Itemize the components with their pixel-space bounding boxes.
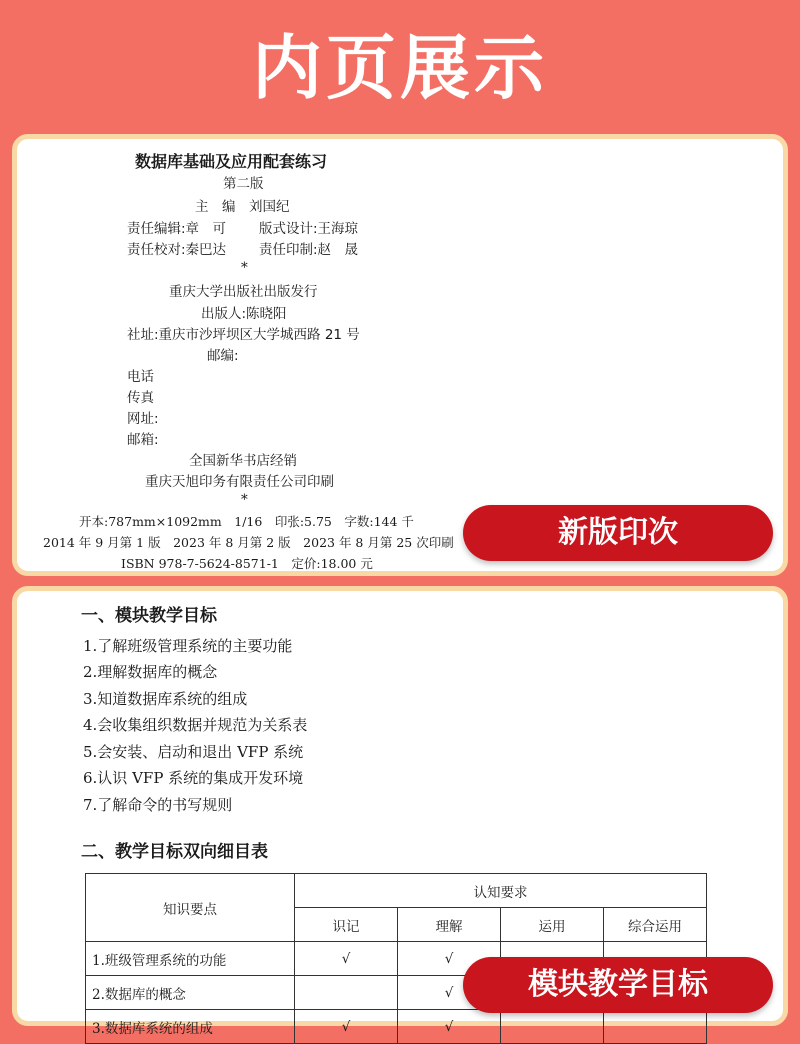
copyright-page-card	[12, 134, 788, 576]
phone: 电话	[127, 369, 154, 385]
check-cell	[295, 976, 398, 1010]
edition-line: 2014 年 9 月第 1 版 2023 年 8 月第 2 版 2023 年 8 月第 25 次印刷	[43, 535, 454, 550]
row-label: 2.数据库的概念	[86, 976, 295, 1010]
objective-item: 3.知道数据库系统的组成	[83, 690, 248, 708]
objective-item: 7.了解命令的书写规则	[83, 796, 233, 814]
address: 社址:重庆市沙坪坝区大学城西路 21 号	[127, 327, 360, 343]
separator-star: *	[241, 260, 248, 276]
module-objectives-card	[12, 586, 788, 1037]
header-knowledge: 知识要点	[86, 874, 295, 942]
distributor: 全国新华书店经销	[189, 453, 297, 469]
resp-proof: 责任校对:秦巴达	[127, 242, 227, 258]
section-2-heading: 二、教学目标双向细目表	[81, 842, 268, 862]
check-cell	[501, 1010, 604, 1044]
row-label: 3.数据库系统的组成	[86, 1010, 295, 1044]
objective-item: 5.会安装、启动和退出 VFP 系统	[83, 743, 304, 761]
website: 网址:	[127, 411, 159, 427]
header-cognition: 认知要求	[295, 874, 707, 908]
format-line: 开本:787mm×1092mm 1/16 印张:5.75 字数:144 千	[79, 514, 414, 529]
check-cell: √	[398, 942, 501, 976]
subheader-memorize: 识记	[295, 908, 398, 942]
new-printing-badge: 新版印次	[463, 505, 773, 561]
subheader-understand: 理解	[398, 908, 501, 942]
check-cell: √	[398, 976, 501, 1010]
check-cell: √	[295, 1010, 398, 1044]
objective-item: 4.会收集组织数据并规范为关系表	[83, 716, 308, 734]
resp-editor: 责任编辑:章 可	[127, 221, 227, 237]
page-title: 内页展示	[252, 27, 548, 109]
isbn-line: ISBN 978-7-5624-8571-1 定价:18.00 元	[121, 556, 373, 571]
module-objectives-badge: 模块教学目标	[463, 957, 773, 1013]
editor-line: 主 编 刘国纪	[195, 199, 290, 215]
book-title: 数据库基础及应用配套练习	[135, 152, 328, 171]
edition-label: 第二版	[223, 176, 264, 192]
subheader-apply: 运用	[501, 908, 604, 942]
postcode: 邮编:	[207, 348, 239, 364]
separator-star-2: *	[241, 492, 248, 508]
section-1-heading: 一、模块教学目标	[81, 606, 217, 626]
check-cell: √	[398, 1010, 501, 1044]
row-label: 1.班级管理系统的功能	[86, 942, 295, 976]
publisher: 重庆大学出版社出版发行	[169, 284, 318, 300]
check-cell: √	[295, 942, 398, 976]
table-row	[86, 1010, 707, 1044]
check-cell	[604, 1010, 707, 1044]
table-header-row	[86, 874, 707, 908]
subheader-comprehensive: 综合运用	[604, 908, 707, 942]
publisher-person: 出版人:陈晓阳	[201, 306, 287, 322]
email: 邮箱:	[127, 432, 159, 448]
layout-design: 版式设计:王海琼	[259, 221, 359, 237]
printer: 重庆天旭印务有限责任公司印刷	[145, 474, 334, 490]
objective-item: 2.理解数据库的概念	[83, 663, 218, 681]
objective-item: 1.了解班级管理系统的主要功能	[83, 637, 293, 655]
objective-item: 6.认识 VFP 系统的集成开发环境	[83, 769, 304, 787]
resp-print: 责任印制:赵 晟	[259, 242, 359, 258]
fax: 传真	[127, 390, 154, 406]
